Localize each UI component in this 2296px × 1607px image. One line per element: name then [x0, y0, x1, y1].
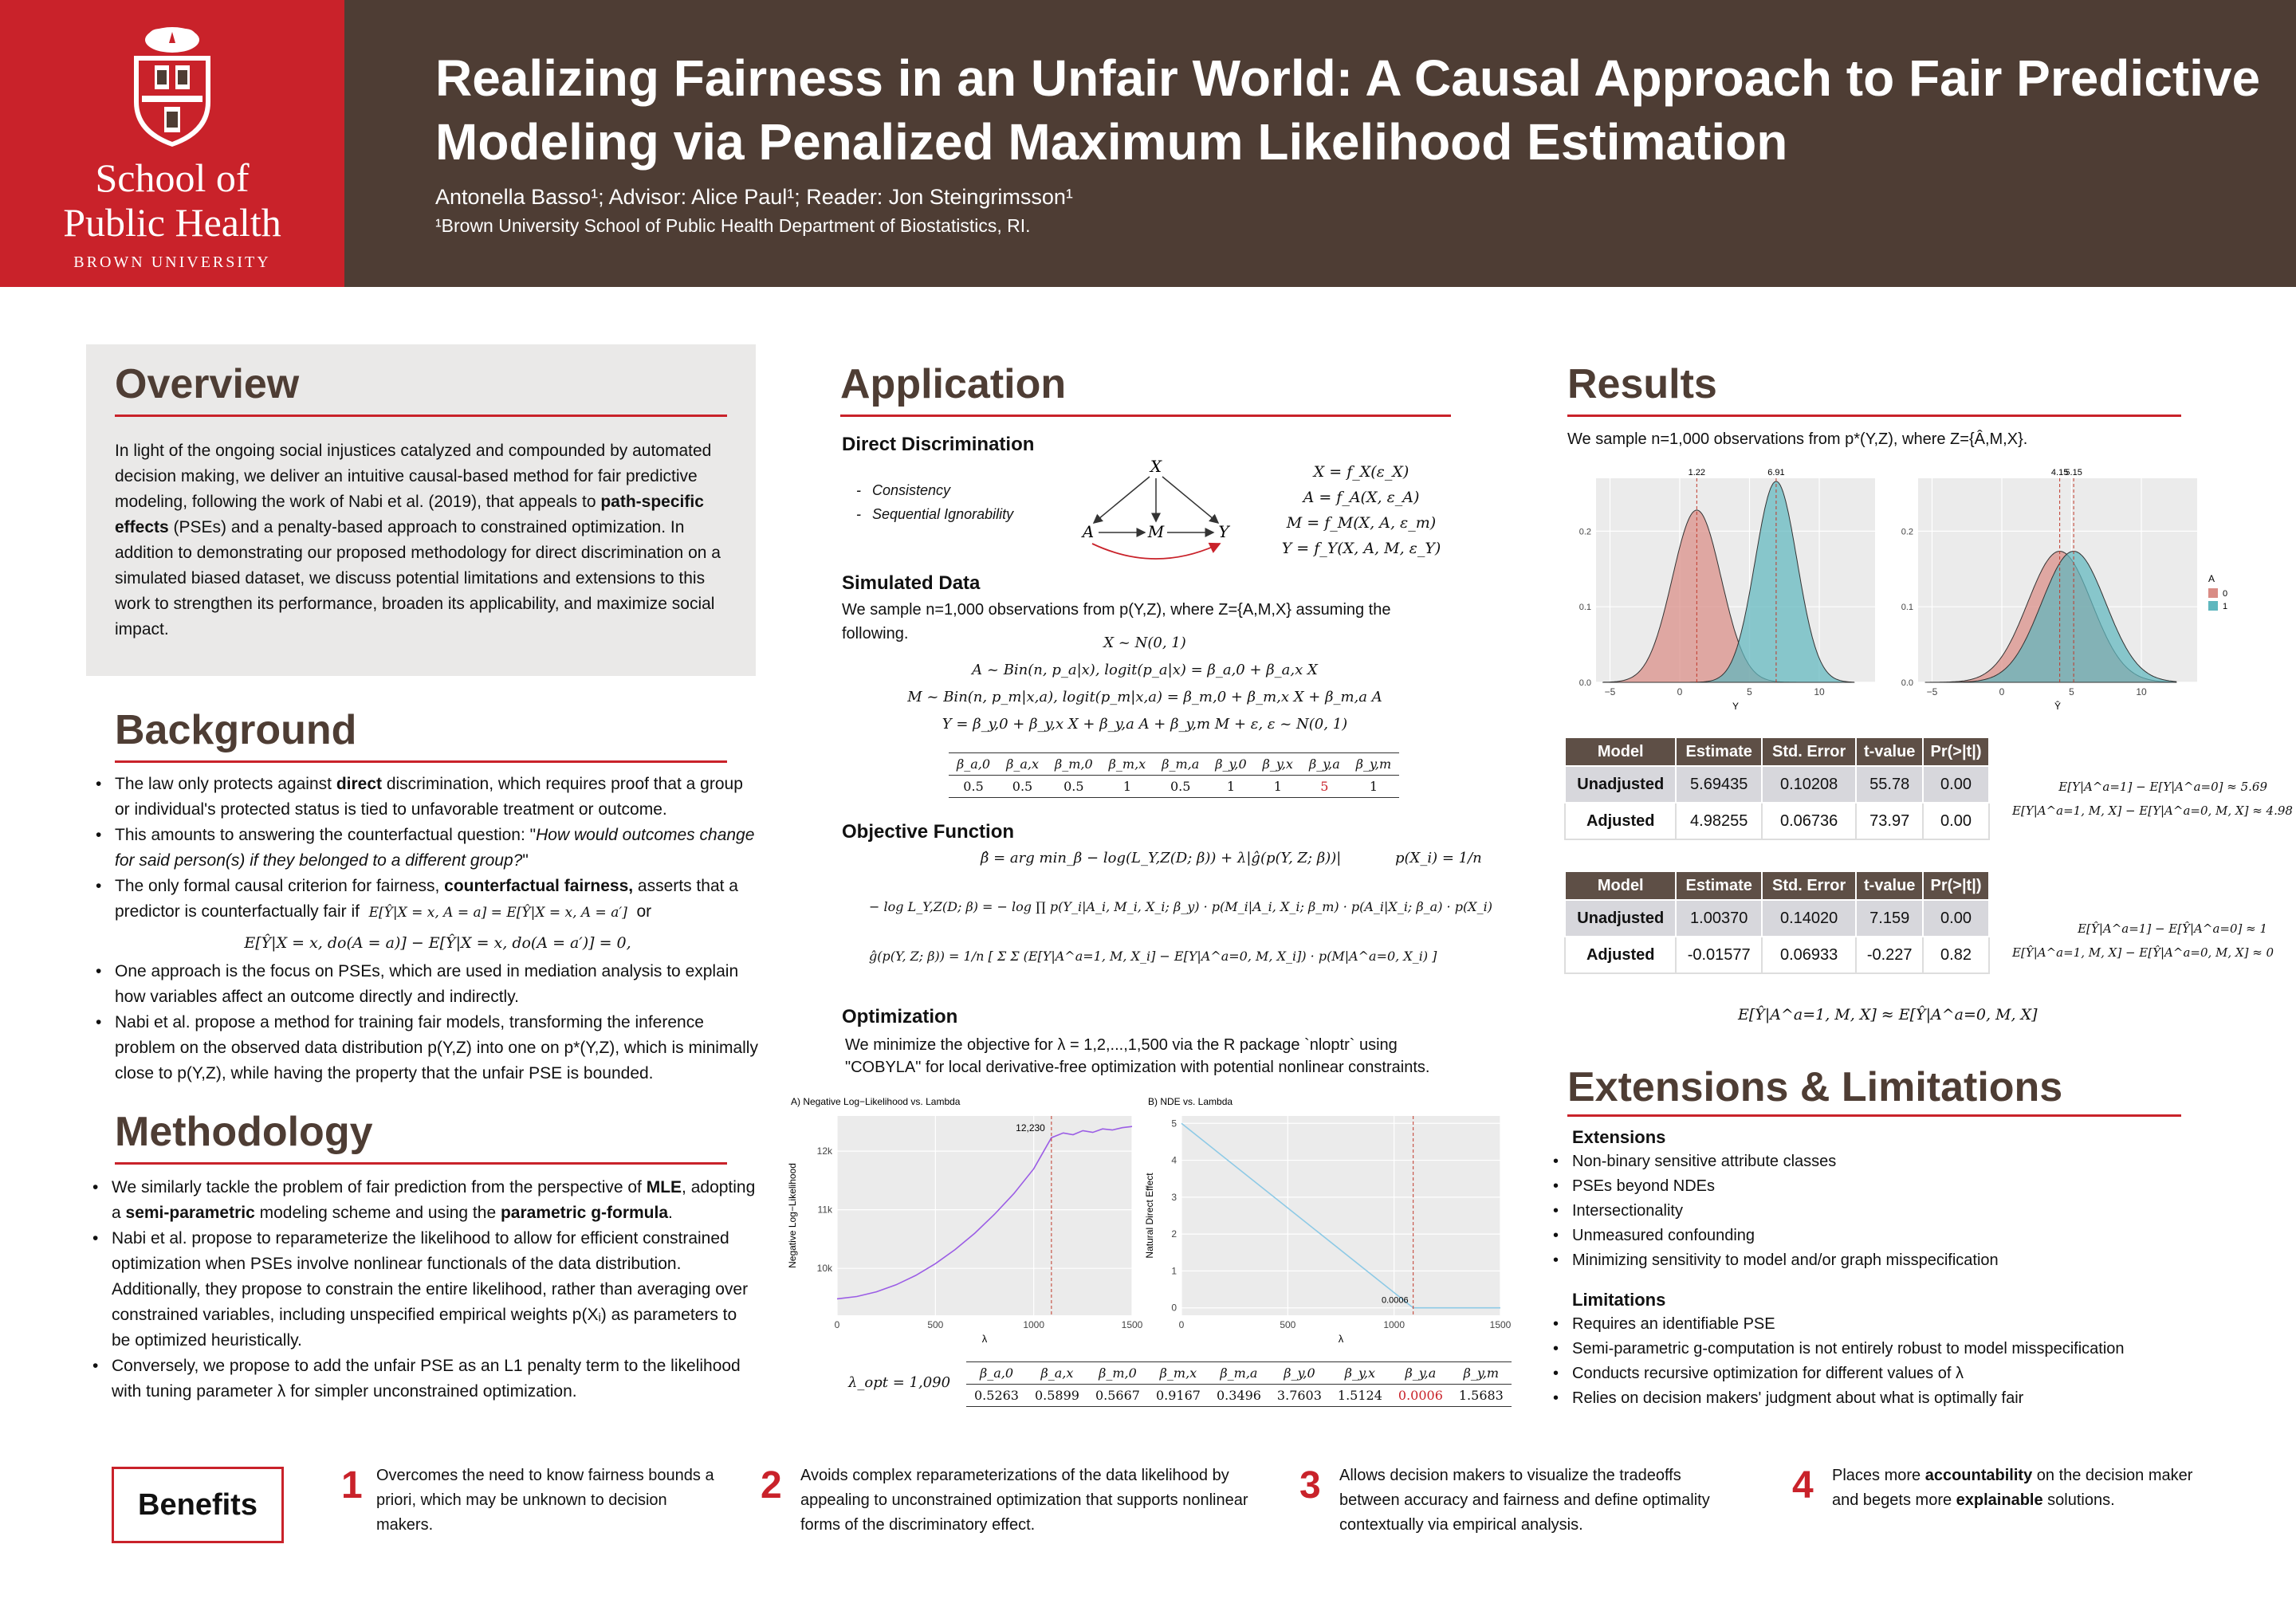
y-tick-label: 4: [1171, 1154, 1177, 1166]
param-value: 0.5: [1154, 776, 1207, 798]
results-col-header: Pr(>|t|): [1923, 871, 1989, 900]
background-item: • One approach is the focus on PSEs, which are used in mediation analysis to explain how variables affect an outcome directly and indirectly.: [91, 959, 761, 1010]
background-item: • The law only protects against direct discrimination, which requires proof that a group or individual's protected status is tied to unfavorable treatment or outcome.: [91, 772, 761, 823]
y-axis-label: Negative Log−Likelihood: [787, 1163, 798, 1268]
nde-vs-lambda-chart: [1142, 1092, 1512, 1347]
opt-param-header: β_y,a: [1390, 1362, 1451, 1385]
empirical-weight-eq: p(X_i) = 1/n: [1395, 850, 1482, 866]
benefit-text: Places more accountability on the decision maker and begets more explainable solutions.: [1832, 1467, 2193, 1509]
assumption-item: - Consistency: [851, 478, 1013, 502]
shield-logo-icon: [128, 22, 217, 150]
param-header: β_y,0: [1207, 753, 1254, 776]
table1-equations: [2012, 775, 2293, 823]
sim-eq: A ~ Bin(n, p_a|x), logit(p_a|x) = β_a,0 + β_a,x X: [972, 662, 1318, 678]
plot-panel: [1181, 1116, 1500, 1315]
results-table-2: [1564, 870, 1990, 974]
param-header: β_y,a: [1301, 753, 1348, 776]
methodology-item: • Nabi et al. propose to reparameterize the likelihood to allow for efficient constrained optimization when PSEs involve nonlinear functionals of the data distribution. Additionally, they propose to constrain the entire likelihood, rather than averaging over constrained variables, including unspecified empirical weights p(Xᵢ) as parameters to be optimized heuristically.: [88, 1226, 757, 1354]
opt-param-value: 0.5667: [1087, 1385, 1148, 1407]
y-tick-label: 2: [1171, 1228, 1177, 1240]
yhat-density-chart: [1889, 459, 2240, 714]
likelihood-eq: − log L_Y,Z(D; β) = − log ∏ p(Y_i|A_i, M_i, X_i; β_y) · p(M_i|A_i, X_i; β_m) · p(A_i|X_i; β_a) · p(X_i): [869, 899, 1492, 914]
chart-title: A) Negative Log−Likelihood vs. Lambda: [791, 1096, 961, 1107]
opt-param-header: β_m,x: [1148, 1362, 1209, 1385]
extension-item: • PSEs beyond NDEs: [1548, 1174, 1999, 1199]
extension-item: • Non-binary sensitive attribute classes: [1548, 1149, 1999, 1174]
methodology-item: • We similarly tackle the problem of fair prediction from the perspective of MLE, adopting a semi-parametric modeling scheme and using the parametric g-formula.: [88, 1175, 757, 1226]
opt-param-header: β_m,0: [1087, 1362, 1148, 1385]
plot-panel: [837, 1116, 1132, 1315]
opt-param-value: 3.7603: [1269, 1385, 1330, 1407]
opt-param-value: 0.9167: [1148, 1385, 1209, 1407]
results-table-1: [1564, 737, 1990, 840]
y-tick-label: 0.0: [1901, 678, 1913, 688]
benefit-text: Overcomes the need to know fairness bounds a priori, which may be unknown to decision makers.: [376, 1467, 714, 1534]
mean-label: 1.22: [1688, 468, 1706, 477]
dag-node-m: M: [1147, 522, 1165, 541]
benefit-text: Avoids complex reparameterizations of the data likelihood by appealing to unconstrained optimization that supports nonlinear forms of the discriminatory effect.: [800, 1467, 1248, 1534]
table-row: Adjusted -0.01577 0.06933 -0.227 0.82: [1565, 937, 1989, 973]
y-tick-label: 0.0: [1578, 678, 1591, 688]
table2-eq: E[Ŷ|A^a=1, M, X] − E[Ŷ|A^a=0, M, X] ≈ 0: [2012, 945, 2274, 960]
mean-label: 5.15: [2065, 468, 2082, 477]
direct-discrimination-heading: Direct Discrimination: [842, 434, 1035, 455]
opt-param-value: 0.3496: [1209, 1385, 1269, 1407]
x-axis-label: Ŷ: [2054, 701, 2062, 712]
extensions-list: [1548, 1149, 1999, 1273]
legend-swatch: [2208, 588, 2218, 598]
methodology-heading: Methodology: [115, 1109, 373, 1155]
x-tick-label: 1000: [1023, 1319, 1045, 1330]
results-col-header: Pr(>|t|): [1923, 737, 1989, 766]
limitations-subheading: Limitations: [1572, 1290, 1666, 1310]
x-tick-label: −5: [1926, 686, 1938, 697]
structural-eq: Y = f_Y(X, A, M, ε_Y): [1281, 540, 1441, 557]
limitation-item: • Relies on decision makers' judgment about what is optimally fair: [1548, 1386, 2125, 1411]
param-value: 1: [1207, 776, 1254, 798]
fairness-conclusion-eq: E[Ŷ|A^a=1, M, X] ≈ E[Ŷ|A^a=0, M, X]: [1738, 1006, 2038, 1024]
simulated-data-text: We sample n=1,000 observations from p(Y,Z), where Z={A,M,X} assuming the following.: [842, 601, 1391, 642]
param-header: β_a,x: [998, 753, 1047, 776]
benefit-number: 4: [1792, 1464, 1814, 1507]
logo-line-1: [0, 155, 344, 200]
overview-rule: [115, 415, 727, 417]
methodology-list: [88, 1175, 757, 1405]
methodology-rule: [115, 1162, 727, 1165]
x-tick-label: −5: [1604, 686, 1616, 697]
optimization-heading: Optimization: [842, 1006, 958, 1027]
opt-param-header: β_y,m: [1451, 1362, 1512, 1385]
param-value: 1: [1101, 776, 1154, 798]
opt-param-header: β_m,a: [1209, 1362, 1269, 1385]
y-tick-label: 12k: [816, 1145, 832, 1157]
affiliation: ¹Brown University School of Public Health Department of Biostatistics, RI.: [435, 215, 1031, 236]
extensions-subheading: Extensions: [1572, 1127, 1666, 1147]
logo-line-2: Public Health: [63, 200, 281, 245]
benefit-text: Allows decision makers to visualize the tradeoffs between accuracy and fairness and define optimality contextually via empirical analysis.: [1339, 1467, 1710, 1534]
limitation-item: • Requires an identifiable PSE: [1548, 1312, 2125, 1337]
table-row: Unadjusted 5.69435 0.10208 55.78 0.00: [1565, 766, 1989, 803]
x-tick-label: 0: [834, 1319, 840, 1330]
x-tick-label: 500: [927, 1319, 944, 1330]
legend-title: A: [2208, 573, 2215, 584]
dag-node-a: A: [1082, 522, 1095, 541]
x-axis-label: λ: [981, 1333, 988, 1345]
x-tick-label: 10: [2136, 686, 2147, 697]
table-row: Adjusted 4.98255 0.06736 73.97 0.00: [1565, 803, 1989, 839]
table1-eq: E[Y|A^a=1] − E[Y|A^a=0] ≈ 5.69: [2058, 780, 2267, 794]
results-col-header: Estimate: [1676, 871, 1761, 900]
y-tick-label: 0.1: [1578, 603, 1591, 613]
legend-label: 1: [2223, 602, 2228, 611]
results-col-header: t-value: [1856, 737, 1923, 766]
limitation-item: • Conducts recursive optimization for different values of λ: [1548, 1361, 2125, 1386]
true-parameter-table: [949, 752, 1399, 798]
background-item: • Nabi et al. propose a method for training fair models, transforming the inference problem on the observed data distribution p(Y,Z) into one on p*(Y,Z), which is minimally close to p(Y,Z), while having the property that the unfair PSE is bounded.: [91, 1010, 761, 1086]
results-col-header: Model: [1565, 737, 1676, 766]
background-item: • This amounts to answering the counterfactual question: "How would outcomes change for said person(s) if they belonged to a different group?": [91, 823, 761, 874]
results-col-header: Estimate: [1676, 737, 1761, 766]
overview-heading: Overview: [115, 361, 300, 407]
background-rule: [115, 760, 727, 763]
optimized-parameter-table: [966, 1361, 1512, 1407]
limitation-item: • Semi-parametric g-computation is not entirely robust to model misspecification: [1548, 1337, 2125, 1361]
sim-eq: X ~ N(0, 1): [1103, 635, 1186, 651]
benefits-label: Benefits: [112, 1467, 284, 1543]
dag-node-x: X: [1150, 457, 1162, 476]
causal-dag: [1068, 454, 1252, 574]
x-tick-label: 0: [1677, 686, 1683, 697]
benefit-number: 2: [761, 1464, 782, 1507]
methodology-item: • Conversely, we propose to add the unfair PSE as an L1 penalty term to the likelihood with tuning parameter λ for simpler unconstrained optimization.: [88, 1354, 757, 1405]
assumption-item: - Sequential Ignorability: [851, 502, 1013, 526]
extensions-heading: Extensions & Limitations: [1567, 1064, 2063, 1110]
counterfactual-eq: E[Ŷ|X = x, do(A = a)] − E[Ŷ|X = x, do(A = a′)] = 0,: [244, 934, 631, 952]
y-tick-label: 0: [1171, 1302, 1177, 1314]
structural-eq: M = f_M(X, A, ε_m): [1286, 514, 1437, 532]
x-tick-label: 0: [1178, 1319, 1185, 1330]
y-tick-label: 3: [1171, 1191, 1177, 1203]
simulation-equations: [842, 630, 1448, 738]
application-heading: Application: [840, 361, 1067, 407]
x-tick-label: 10: [1814, 686, 1825, 697]
opt-param-value: 0.5263: [966, 1385, 1027, 1407]
results-col-header: Model: [1565, 871, 1676, 900]
opt-param-value: 0.0006: [1390, 1385, 1451, 1407]
y-tick-label: 10k: [816, 1263, 832, 1275]
results-text: We sample n=1,000 observations from p*(Y,Z), where Z={Â,M,X}.: [1567, 430, 2028, 448]
results-col-header: Std. Error: [1762, 871, 1857, 900]
x-tick-label: 1500: [1121, 1319, 1143, 1330]
param-header: β_a,0: [949, 753, 998, 776]
optimization-text-2: "COBYLA" for local derivative-free optimization with potential nonlinear constraints.: [845, 1059, 1430, 1076]
x-tick-label: 0: [1999, 686, 2005, 697]
authors: Antonella Basso¹; Advisor: Alice Paul¹; Reader: Jon Steingrimsson¹: [435, 185, 1073, 209]
y-axis-label: Natural Direct Effect: [1144, 1173, 1155, 1259]
x-tick-label: 1500: [1489, 1319, 1512, 1330]
y-tick-label: 5: [1171, 1118, 1177, 1130]
application-rule: [840, 415, 1451, 417]
table1-eq: E[Y|A^a=1, M, X] − E[Y|A^a=0, M, X] ≈ 4.98: [2012, 804, 2293, 818]
opt-param-header: β_y,0: [1269, 1362, 1330, 1385]
results-rule: [1567, 415, 2181, 417]
param-value: 1: [1348, 776, 1399, 798]
legend-label: 0: [2223, 589, 2228, 599]
annotation-label: 12,230: [1016, 1122, 1045, 1134]
param-header: β_m,a: [1154, 753, 1207, 776]
mean-label: 4.15: [2050, 468, 2069, 477]
optimization-text-1: We minimize the objective for λ = 1,2,...,1,500 via the R package `nloptr` using: [845, 1036, 1398, 1054]
param-header: β_y,m: [1348, 753, 1399, 776]
legend-swatch: [2208, 601, 2218, 611]
y-tick-label: 11k: [817, 1204, 832, 1216]
x-axis-label: λ: [1338, 1333, 1344, 1345]
background-heading: Background: [115, 707, 357, 753]
extensions-rule: [1567, 1114, 2181, 1117]
table2-equations: [2012, 917, 2274, 965]
y-tick-label: 0.2: [1901, 527, 1913, 537]
opt-param-value: 0.5899: [1027, 1385, 1087, 1407]
objective-function-heading: Objective Function: [842, 821, 1015, 843]
param-value: 0.5: [1047, 776, 1101, 798]
results-col-header: Std. Error: [1762, 737, 1857, 766]
dag-node-y: Y: [1218, 522, 1229, 541]
objective-eq: β̂ = arg min_β − log(L_Y,Z(D; β)) + λ|ĝ(p(Y, Z; β))|: [981, 850, 1342, 866]
simulated-data-heading: Simulated Data: [842, 572, 981, 594]
opt-param-header: β_a,x: [1027, 1362, 1087, 1385]
x-tick-label: 5: [1747, 686, 1752, 697]
assumptions-list: [851, 478, 1013, 526]
school-logo: [0, 0, 344, 287]
poster-title: Realizing Fairness in an Unfair World: A Causal Approach to Fair Predictive Modeling via Penalized Maximum Likelihood Estimation: [435, 49, 2261, 171]
sim-eq: Y = β_y,0 + β_y,x X + β_y,a A + β_y,m M + ε, ε ~ N(0, 1): [942, 716, 1348, 733]
sim-eq: M ~ Bin(n, p_m|x,a), logit(p_m|x,a) = β_m,0 + β_m,x X + β_m,a A: [907, 689, 1382, 705]
annotation-label: 0.0006: [1382, 1295, 1409, 1306]
x-tick-label: 1000: [1383, 1319, 1406, 1330]
nll-vs-lambda-chart: [784, 1092, 1143, 1347]
overview-text: In light of the ongoing social injustices catalyzed and compounded by automated decision making, we deliver an intuitive causal-based method for fair predictive modeling, following the work of Nabi et al. (2019), that appeals to path-specific effects (PSEs) and a penalty-based approach to constrained optimization. In addition to demonstrating our proposed methodology for direct discrimination on a simulated biased dataset, we discuss potential limitations and extensions to this work to strengthen its performance, broaden its applicability, and maximize social impact.: [115, 442, 721, 638]
param-header: β_m,x: [1101, 753, 1154, 776]
x-tick-label: 500: [1280, 1319, 1296, 1330]
lambda-opt: λ_opt = 1,090: [848, 1374, 951, 1391]
y-tick-label: 0.2: [1578, 527, 1591, 537]
x-axis-label: Y: [1732, 701, 1740, 712]
table2-eq: E[Ŷ|A^a=1] − E[Ŷ|A^a=0] ≈ 1: [2078, 921, 2267, 936]
mean-label: 6.91: [1767, 468, 1785, 477]
y-density-chart: [1567, 459, 1886, 714]
results-col-header: t-value: [1856, 871, 1923, 900]
extension-item: • Intersectionality: [1548, 1199, 1999, 1224]
structural-equations: [1276, 459, 1447, 561]
param-value: 5: [1301, 776, 1348, 798]
benefit-number: 3: [1299, 1464, 1321, 1507]
extension-item: • Unmeasured confounding: [1548, 1224, 1999, 1248]
opt-param-value: 1.5683: [1451, 1385, 1512, 1407]
limitations-list: [1548, 1312, 2125, 1411]
opt-param-value: 1.5124: [1330, 1385, 1390, 1407]
param-header: β_y,x: [1255, 753, 1301, 776]
param-header: β_m,0: [1047, 753, 1101, 776]
param-value: 0.5: [949, 776, 998, 798]
y-tick-label: 0.1: [1901, 603, 1913, 613]
chart-title: B) NDE vs. Lambda: [1148, 1096, 1233, 1107]
extension-item: • Minimizing sensitivity to model and/or graph misspecification: [1548, 1248, 1999, 1273]
results-heading: Results: [1567, 361, 1717, 407]
table-row: Unadjusted 1.00370 0.14020 7.159 0.00: [1565, 900, 1989, 937]
x-tick-label: 5: [2069, 686, 2074, 697]
structural-eq: X = f_X(ε_X): [1313, 463, 1409, 481]
y-tick-label: 1: [1171, 1265, 1177, 1277]
param-value: 0.5: [998, 776, 1047, 798]
logo-university: BROWN UNIVERSITY: [73, 253, 271, 271]
benefit-number: 1: [341, 1464, 363, 1507]
background-item: • The only formal causal criterion for fairness, counterfactual fairness, asserts that a predictor is counterfactually fair if E[Ŷ|X = x, A = a] = E[Ŷ|X = x, A = a′] or E[Ŷ|X = x, do(A = a)] − E[Ŷ|X = x, do(A = a′)] = 0,: [91, 874, 761, 959]
opt-param-header: β_a,0: [966, 1362, 1027, 1385]
param-value: 1: [1255, 776, 1301, 798]
nde-estimator-eq: ĝ(p(Y, Z; β)) = 1/n [ Σ Σ (E[Y|A^a=1, M, X_i] − E[Y|A^a=0, M, X_i]) · p(M|A^a=0, X_i) ]: [869, 949, 1437, 964]
background-list: [91, 772, 761, 1086]
structural-eq: A = f_A(X, ε_A): [1303, 489, 1420, 506]
opt-param-header: β_y,x: [1330, 1362, 1390, 1385]
logo-school-word: School of: [95, 155, 250, 200]
